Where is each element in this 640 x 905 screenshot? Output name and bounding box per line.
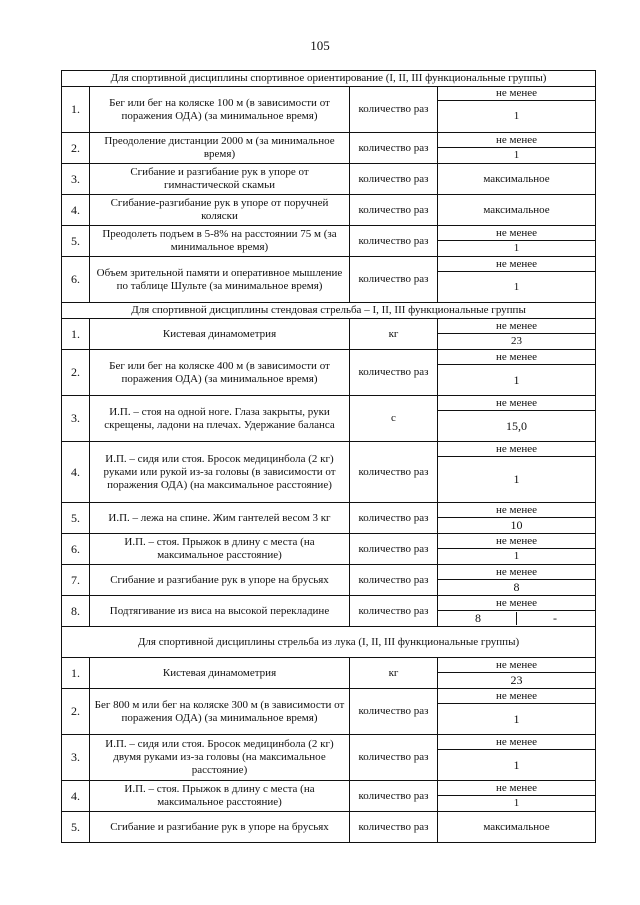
- norm-label: не менее: [438, 596, 596, 611]
- norms-table: [61, 70, 596, 843]
- norm-value: максимальное: [438, 164, 596, 195]
- unit-of-measure: количество раз: [350, 350, 438, 396]
- norm-value: 1: [438, 101, 596, 133]
- norm-value: 1: [438, 241, 596, 257]
- unit-of-measure: количество раз: [350, 133, 438, 164]
- section-title: Для спортивной дисциплины стрельба из лука (I, II, III функциональные группы): [62, 627, 596, 658]
- norm-value-split: [438, 611, 596, 627]
- exercise-name: И.П. – сидя или стоя. Бросок медицинбола (2 кг) двумя руками из-за головы (на максимальное расстояние): [90, 735, 350, 781]
- norm-value: 1: [438, 457, 596, 503]
- norm-value: 1: [438, 272, 596, 303]
- norm-label: не менее: [438, 87, 596, 101]
- row-number: 1.: [62, 319, 90, 350]
- norm-label: не менее: [438, 689, 596, 704]
- unit-of-measure: количество раз: [350, 781, 438, 812]
- table-row: [62, 257, 596, 272]
- unit-of-measure: количество раз: [350, 812, 438, 843]
- section-header-row: [62, 71, 596, 87]
- exercise-name: Преодоление дистанции 2000 м (за минимальное время): [90, 133, 350, 164]
- table-row: [62, 195, 596, 226]
- row-number: 4.: [62, 781, 90, 812]
- exercise-name: Бег 800 м или бег на коляске 300 м (в зависимости от поражения ОДА) (за минимальное время): [90, 689, 350, 735]
- exercise-name: И.П. – стоя. Прыжок в длину с места (на максимальное расстояние): [90, 781, 350, 812]
- norm-value: 10: [438, 518, 596, 534]
- row-number: 1.: [62, 87, 90, 133]
- exercise-name: Бег или бег на коляске 100 м (в зависимости от поражения ОДА) (за минимальное время): [90, 87, 350, 133]
- table-row: [62, 442, 596, 457]
- table-row: [62, 689, 596, 704]
- unit-of-measure: кг: [350, 658, 438, 689]
- norm-value: 15,0: [438, 411, 596, 442]
- norm-label: не менее: [438, 735, 596, 750]
- unit-of-measure: количество раз: [350, 195, 438, 226]
- table-row: [62, 812, 596, 843]
- row-number: 8.: [62, 596, 90, 627]
- table-row: [62, 596, 596, 611]
- norm-label: не менее: [438, 658, 596, 673]
- table-row: [62, 226, 596, 241]
- norm-label: не менее: [438, 319, 596, 334]
- table-row: [62, 503, 596, 518]
- exercise-name: Сгибание и разгибание рук в упоре на брусьях: [90, 565, 350, 596]
- norm-label: не менее: [438, 350, 596, 365]
- norm-label: не менее: [438, 534, 596, 549]
- section-title: Для спортивной дисциплины стендовая стрельба – I, II, III функциональные группы: [62, 303, 596, 319]
- norm-value: 1: [438, 549, 596, 565]
- table-row: [62, 164, 596, 195]
- row-number: 5.: [62, 503, 90, 534]
- norm-value: 1: [438, 750, 596, 781]
- norm-label: не менее: [438, 133, 596, 148]
- row-number: 4.: [62, 195, 90, 226]
- unit-of-measure: количество раз: [350, 596, 438, 627]
- table-row: [62, 534, 596, 549]
- table-row: [62, 87, 596, 101]
- exercise-name: И.П. – стоя на одной ноге. Глаза закрыты, руки скрещены, ладони на плечах. Удержание баланса: [90, 396, 350, 442]
- unit-of-measure: количество раз: [350, 226, 438, 257]
- unit-of-measure: количество раз: [350, 257, 438, 303]
- norm-value: 8: [475, 611, 481, 625]
- unit-of-measure: количество раз: [350, 87, 438, 133]
- table-row: [62, 350, 596, 365]
- norm-value: 1: [438, 796, 596, 812]
- section-title: Для спортивной дисциплины спортивное ориентирование (I, II, III функциональные группы): [62, 71, 596, 87]
- row-number: 3.: [62, 735, 90, 781]
- norm-label: не менее: [438, 442, 596, 457]
- exercise-name: Подтягивание из виса на высокой перекладине: [90, 596, 350, 627]
- row-number: 1.: [62, 658, 90, 689]
- section-header-row: [62, 303, 596, 319]
- row-number: 5.: [62, 812, 90, 843]
- norm-value: максимальное: [438, 812, 596, 843]
- exercise-name: И.П. – стоя. Прыжок в длину с места (на максимальное расстояние): [90, 534, 350, 565]
- norm-label: не менее: [438, 503, 596, 518]
- exercise-name: Кистевая динамометрия: [90, 658, 350, 689]
- page-number: 105: [310, 38, 330, 53]
- norm-label: не менее: [438, 565, 596, 580]
- unit-of-measure: с: [350, 396, 438, 442]
- table-row: [62, 658, 596, 673]
- unit-of-measure: количество раз: [350, 565, 438, 596]
- row-number: 2.: [62, 133, 90, 164]
- row-number: 5.: [62, 226, 90, 257]
- exercise-name: И.П. – лежа на спине. Жим гантелей весом 3 кг: [90, 503, 350, 534]
- norm-label: не менее: [438, 781, 596, 796]
- unit-of-measure: количество раз: [350, 503, 438, 534]
- norm-value: 1: [438, 704, 596, 735]
- norm-value: 1: [438, 365, 596, 396]
- exercise-name: Сгибание и разгибание рук в упоре от гимнастической скамьи: [90, 164, 350, 195]
- unit-of-measure: количество раз: [350, 164, 438, 195]
- norm-value: 23: [438, 673, 596, 689]
- norm-label: не менее: [438, 226, 596, 241]
- unit-of-measure: количество раз: [350, 689, 438, 735]
- row-number: 2.: [62, 689, 90, 735]
- exercise-name: Объем зрительной памяти и оперативное мышление по таблице Шульте (за минимальное время): [90, 257, 350, 303]
- row-number: 3.: [62, 396, 90, 442]
- table-row: [62, 781, 596, 796]
- norm-value-secondary: -: [516, 612, 593, 625]
- unit-of-measure: количество раз: [350, 735, 438, 781]
- norm-value: максимальное: [438, 195, 596, 226]
- exercise-name: И.П. – сидя или стоя. Бросок медицинбола (2 кг) руками или рукой из-за головы (в зависимости от поражения ОДА) (на максимальное расстояние): [90, 442, 350, 503]
- table-row: [62, 319, 596, 334]
- section-header-row: [62, 627, 596, 658]
- exercise-name: Сгибание-разгибание рук в упоре от поручней коляски: [90, 195, 350, 226]
- row-number: 6.: [62, 257, 90, 303]
- row-number: 3.: [62, 164, 90, 195]
- row-number: 6.: [62, 534, 90, 565]
- norm-value: 23: [438, 334, 596, 350]
- row-number: 2.: [62, 350, 90, 396]
- unit-of-measure: кг: [350, 319, 438, 350]
- norm-value: 8: [438, 580, 596, 596]
- row-number: 4.: [62, 442, 90, 503]
- exercise-name: Кистевая динамометрия: [90, 319, 350, 350]
- table-row: [62, 396, 596, 411]
- unit-of-measure: количество раз: [350, 442, 438, 503]
- table-row: [62, 565, 596, 580]
- row-number: 7.: [62, 565, 90, 596]
- norm-label: не менее: [438, 257, 596, 272]
- table-row: [62, 133, 596, 148]
- norm-label: не менее: [438, 396, 596, 411]
- exercise-name: Бег или бег на коляске 400 м (в зависимости от поражения ОДА) (за минимальное время): [90, 350, 350, 396]
- unit-of-measure: количество раз: [350, 534, 438, 565]
- norm-value: 1: [438, 148, 596, 164]
- table-row: [62, 735, 596, 750]
- exercise-name: Сгибание и разгибание рук в упоре на брусьях: [90, 812, 350, 843]
- exercise-name: Преодолеть подъем в 5-8% на расстоянии 75 м (за минимальное время): [90, 226, 350, 257]
